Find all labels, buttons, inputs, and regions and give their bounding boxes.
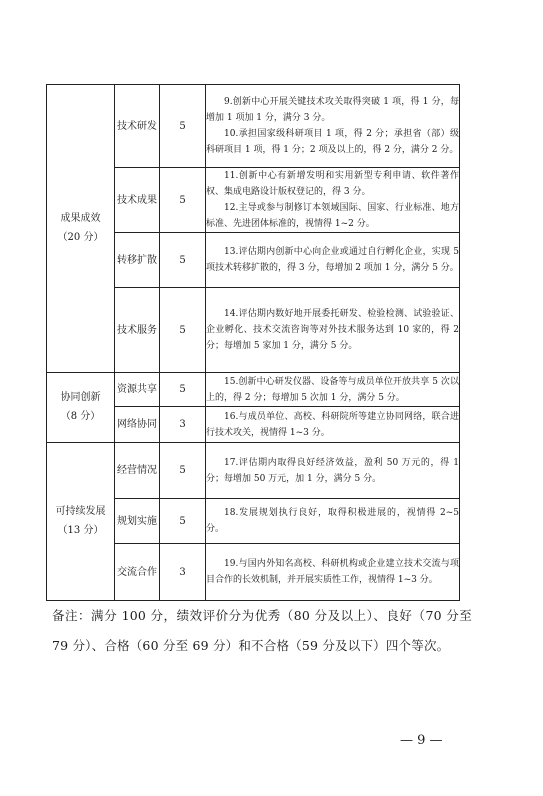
item-name: 经营情况 (115, 443, 160, 499)
item-score: 5 (160, 499, 206, 544)
item-score: 5 (160, 288, 206, 373)
category-points: （20 分） (57, 232, 104, 243)
criterion-text: 18.发展规划执行良好，取得积极进展的，视情得 2~5 分。 (206, 508, 459, 534)
item-name: 资源共享 (115, 373, 160, 407)
item-score: 5 (160, 233, 206, 288)
category-cell (47, 85, 115, 373)
criterion-text: 9.创新中心开展关键技术攻关取得突破 1 项，得 1 分，每增加 1 项加 1 分，满分 3 分。 (206, 97, 459, 123)
page-number: — 9 — (400, 733, 443, 748)
criteria-cell (206, 373, 460, 407)
criteria-cell (206, 407, 460, 443)
criterion-text: 10.承担国家级科研项目 1 项，得 2 分；承担省（部）级科研项目 1 项，得 1 分；2 项及以上的，得 2 分，满分 2 分。 (206, 129, 459, 155)
table-row (47, 85, 460, 168)
category-cell (47, 373, 115, 443)
item-name: 技术研发 (115, 85, 160, 168)
item-name: 转移扩散 (115, 233, 160, 288)
criterion-text: 11.创新中心有新增发明和实用新型专利申请、软件著作权、集成电路设计版权登记的，得 3 分。 (206, 171, 459, 197)
criterion-text: 13.评估期内创新中心向企业或通过自行孵化企业，实现 5 项技术转移扩散的，得 3 分，每增加 2 项加 1 分，满分 5 分。 (206, 247, 459, 273)
category-points: （8 分） (60, 411, 101, 422)
criteria-cell (206, 544, 460, 601)
item-score: 5 (160, 443, 206, 499)
item-name: 规划实施 (115, 499, 160, 544)
item-name: 技术服务 (115, 288, 160, 373)
criterion-text: 12.主导或参与制修订本领域国际、国家、行业标准、地方标准、先进团体标准的，视情得 1~2 分。 (206, 203, 459, 229)
note-paragraph: 备注：满分 100 分，绩效评价分为优秀（80 分及以上）、良好（70 分至 79 分）、合格（60 分至 69 分）和不合格（59 分及以下）四个等次。 (52, 608, 472, 653)
item-score: 5 (160, 373, 206, 407)
criterion-text: 14.评估期内数好地开展委托研发、检验检测、试验验证、企业孵化、技术交流咨询等对外技术服务达到 10 家的，得 2 分；每增加 5 家加 1 分，满分 5 分。 (206, 309, 459, 351)
category-points: （13 分） (57, 525, 104, 536)
category-name: 协同创新 (60, 392, 101, 403)
criteria-cell (206, 499, 460, 544)
item-name: 网络协同 (115, 407, 160, 443)
item-name: 技术成果 (115, 168, 160, 233)
item-score: 3 (160, 407, 206, 443)
category-cell (47, 443, 115, 601)
criterion-text: 16.与成员单位、高校、科研院所等建立协同网络，联合进行技术攻关，视情得 1~3 分。 (206, 411, 459, 438)
criterion-text: 15.创新中心研发仪器、设备等与成员单位开放共享 5 次以上的，得 2 分；每增加 5 次加 1 分，满分 5 分。 (206, 376, 459, 403)
item-name: 交流合作 (115, 544, 160, 601)
criteria-cell (206, 233, 460, 288)
item-score: 3 (160, 544, 206, 601)
category-name: 成果成效 (60, 213, 101, 224)
criteria-cell (206, 85, 460, 168)
category-name: 可持续发展 (55, 506, 106, 517)
table-row (47, 373, 460, 407)
item-score: 5 (160, 85, 206, 168)
criteria-cell (206, 168, 460, 233)
score-table (46, 84, 460, 601)
criteria-cell (206, 443, 460, 499)
criteria-cell (206, 288, 460, 373)
criterion-text: 17.评估期内取得良好经济效益，盈利 50 万元的，得 1 分；每增加 50 万元，加 1 分，满分 5 分。 (206, 457, 459, 484)
item-score: 5 (160, 168, 206, 233)
table-row (47, 443, 460, 499)
criterion-text: 19.与国内外知名高校、科研机构或企业建立技术交流与项目合作的长效机制，并开展实质性工作，视情得 1~3 分。 (206, 559, 459, 585)
